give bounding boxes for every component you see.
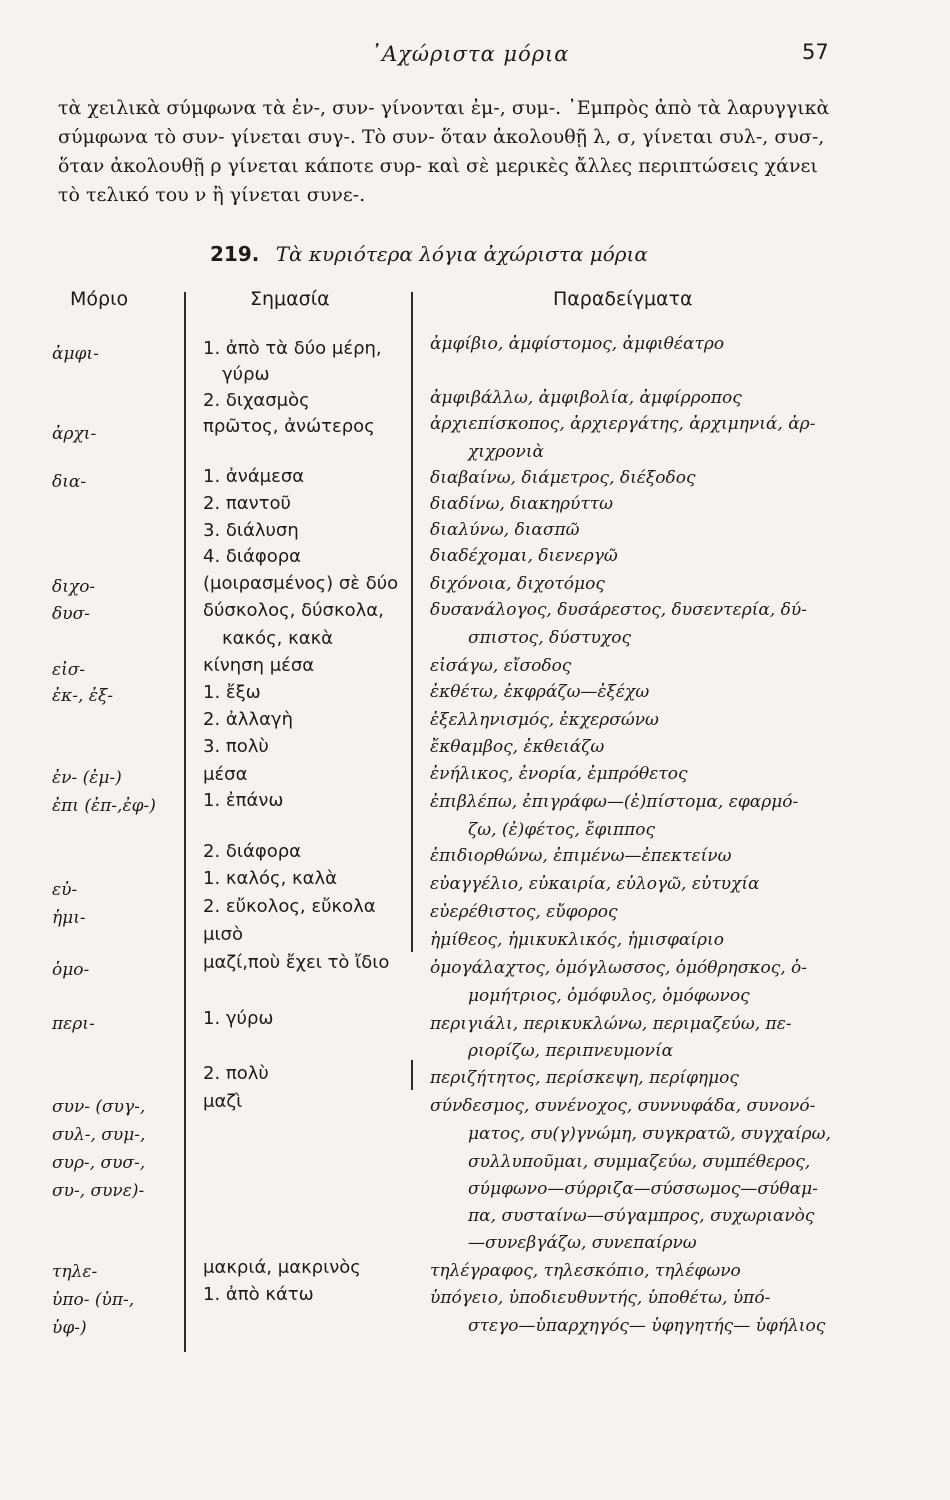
example-line: ὑπόγειο, ὑποδιευθυντής, ὑποθέτω, ὑπό-	[430, 1288, 771, 1308]
example-line: στεγο—ὑπαρχηγός— ὑφηγητής— ὑφήλιος	[468, 1316, 826, 1336]
meaning-cell: 3. διάλυση	[203, 520, 299, 541]
example-line: χιχρονιὰ	[468, 442, 544, 462]
example-line: διχόνοια, διχοτόμος	[430, 574, 605, 594]
column-divider	[184, 292, 186, 1352]
meaning-cell: πρῶτος, ἀνώτερος	[203, 416, 375, 437]
column-header-examples: Παραδείγματα	[553, 288, 693, 310]
example-line: εὐερέθιστος, εὔφορος	[430, 902, 618, 922]
morio-cell: τηλε-	[52, 1262, 98, 1282]
example-line: ἔκθαμβος, ἐκθειάζω	[430, 737, 605, 757]
meaning-cell: 2. ἀλλαγὴ	[203, 709, 293, 730]
meaning-cell: 2. παντοῦ	[203, 493, 291, 514]
example-line: σύνδεσμος, συνένοχος, συννυφάδα, συνονό-	[430, 1096, 816, 1116]
morio-cell: ἀμφι-	[52, 344, 99, 364]
meaning-cell: κίνηση μέσα	[203, 655, 315, 676]
morio-cell: ἀρχι-	[52, 424, 97, 444]
example-line: σύμφωνο—σύρριζα—σύσσωμος—σύθαμ-	[468, 1179, 818, 1199]
morio-cell: δια-	[52, 472, 87, 492]
morio-cell: ἐκ-, ἐξ-	[52, 686, 114, 706]
meaning-cell: (μοιρασμένος) σὲ δύο	[203, 573, 399, 594]
meaning-cell: 2. πολὺ	[203, 1063, 269, 1084]
meaning-cell: 1. ἀπὸ τὰ δύο μέρη,	[203, 338, 382, 359]
example-line: τηλέγραφος, τηλεσκόπιο, τηλέφωνο	[430, 1261, 741, 1281]
meaning-cell: 1. γύρω	[203, 1008, 274, 1029]
morio-cell: διχο-	[52, 577, 96, 597]
example-line: ἐπιδιορθώνω, ἐπιμένω—ἐπεκτείνω	[430, 846, 732, 866]
intro-paragraph	[58, 94, 848, 210]
example-line: περιγιάλι, περικυκλώνω, περιμαζεύω, πε-	[430, 1014, 792, 1034]
example-line: σπιστος, δύστυχος	[468, 628, 631, 648]
example-line: ἀμφίβιο, ἀμφίστομος, ἀμφιθέατρο	[430, 334, 725, 354]
meaning-cell: μαζὶ	[203, 1091, 243, 1112]
example-line: ζω, (ἐ)φέτος, ἔφιππος	[468, 820, 656, 840]
morio-cell: εἰσ-	[52, 660, 86, 680]
meaning-cell: μαζί,ποὺ ἔχει τὸ ἴδιο	[203, 952, 390, 973]
meaning-cell: 1. ἀνάμεσα	[203, 466, 305, 487]
morio-cell: ὁμο-	[52, 960, 90, 980]
meaning-cell: κακός, κακὰ	[222, 628, 334, 649]
meaning-cell: μακριά, μακρινὸς	[203, 1257, 361, 1278]
running-head: ᾿Αχώριστα μόρια	[370, 42, 570, 66]
example-line: διαβαίνω, διάμετρος, διέξοδος	[430, 468, 696, 488]
meaning-cell: 2. διχασμὸς	[203, 390, 310, 411]
example-line: εὐαγγέλιο, εὐκαιρία, εὐλογῶ, εὐτυχία	[430, 874, 760, 894]
meaning-cell: 1. ἀπὸ κάτω	[203, 1284, 314, 1305]
meaning-cell: δύσκολος, δύσκολα,	[203, 600, 384, 621]
page-number: 57	[802, 40, 829, 64]
example-line: ἀρχιεπίσκοπος, ἀρχιεργάτης, ἀρχιμηνιά, ἀρ-	[430, 414, 816, 434]
example-line: ἀμφιβάλλω, ἀμφιβολία, ἀμφίρροπος	[430, 388, 742, 408]
example-line: ὁμογάλαχτος, ὁμόγλωσσος, ὁμόθρησκος, ὁ-	[430, 958, 807, 978]
meaning-cell: γύρω	[222, 364, 270, 385]
example-line: μομήτριος, ὁμόφυλος, ὁμόφωνος	[468, 986, 750, 1006]
example-line: ριορίζω, περιπνευμονία	[468, 1041, 674, 1061]
example-line: ἐπιβλέπω, ἐπιγράφω—(ἐ)πίστομα, εφαρμό-	[430, 792, 799, 812]
morio-cell: περι-	[52, 1014, 95, 1034]
morio-cell: εὐ-	[52, 880, 78, 900]
section-number: 219.	[210, 242, 260, 266]
example-line: ἡμίθεος, ἡμικυκλικός, ἡμισφαίριο	[430, 930, 724, 950]
example-line: διαλύνω, διασπῶ	[430, 520, 580, 540]
section-title: Τὰ κυριότερα λόγια ἀχώριστα μόρια	[275, 242, 648, 266]
example-line: δυσανάλογος, δυσάρεστος, δυσεντερία, δύ-	[430, 600, 807, 620]
example-line: —συνεβγάζω, συνεπαίρνω	[468, 1233, 697, 1253]
example-line: ἐνήλικος, ἐνορία, ἐμπρόθετος	[430, 764, 688, 784]
column-header-morio: Μόριο	[70, 288, 129, 310]
morio-cell: ἐπι (ἐπ-,ἐφ-)	[52, 796, 156, 816]
meaning-cell: 2. διάφορα	[203, 841, 302, 862]
example-line: διαδέχομαι, διενεργῶ	[430, 546, 618, 566]
example-line: πα, συσταίνω—σύγαμπρος, συχωριανὸς	[468, 1206, 815, 1226]
meaning-cell: 4. διάφορα	[203, 546, 302, 567]
meaning-cell: 2. εὔκολος, εὔκολα	[203, 896, 376, 917]
morio-cell: συρ-, συσ-,	[52, 1153, 146, 1173]
morio-cell: συλ-, συμ-,	[52, 1125, 146, 1145]
column-header-meaning: Σημασία	[250, 288, 330, 310]
morio-cell: δυσ-	[52, 604, 90, 624]
example-line: περιζήτητος, περίσκεψη, περίφημος	[430, 1068, 739, 1088]
intro-line: σύμφωνα τὸ συν- γίνεται συγ-. Τὸ συν- ὅταν ἀκολουθῇ λ, σ, γίνεται συλ-, συσ-,	[58, 126, 825, 148]
meaning-cell: 1. καλός, καλὰ	[203, 868, 338, 889]
section-heading	[210, 242, 648, 266]
column-divider	[411, 1060, 413, 1090]
example-line: ἐξελληνισμός, ἐκχερσώνω	[430, 710, 659, 730]
example-line: ματος, συ(γ)γνώμη, συγκρατῶ, συγχαίρω,	[468, 1124, 831, 1144]
intro-line: ὅταν ἀκολουθῇ ρ γίνεται κάποτε συρ- καὶ σὲ μερικὲς ἄλλες περιπτώσεις χάνει	[58, 155, 818, 177]
column-divider	[411, 292, 413, 952]
meaning-cell: 3. πολὺ	[203, 736, 269, 757]
example-line: ἐκθέτω, ἐκφράζω—ἐξέχω	[430, 682, 650, 702]
meaning-cell: μισὸ	[203, 924, 243, 945]
meaning-cell: 1. ἐπάνω	[203, 790, 284, 811]
intro-line: τὸ τελικό του ν ἢ γίνεται συνε-.	[58, 184, 366, 206]
morio-cell: συν- (συγ-,	[52, 1097, 146, 1117]
morio-cell: ὑπο- (ὑπ-,	[52, 1290, 135, 1310]
example-line: συλλυποῦμαι, συμμαζεύω, συμπέθερος,	[468, 1152, 811, 1172]
intro-line: τὰ χειλικὰ σύμφωνα τὰ ἐν-, συν- γίνονται ἐμ-, συμ-. ᾿Εμπρὸς ἀπὸ τὰ λαρυγγικὰ	[58, 97, 830, 119]
meaning-cell: 1. ἔξω	[203, 682, 261, 703]
example-line: εἰσάγω, εἴσοδος	[430, 656, 572, 676]
morio-cell: συ-, συνε)-	[52, 1181, 145, 1201]
example-line: διαδίνω, διακηρύττω	[430, 494, 613, 514]
morio-cell: ἡμι-	[52, 908, 86, 928]
meaning-cell: μέσα	[203, 764, 248, 785]
morio-cell: ὑφ-)	[52, 1318, 87, 1338]
morio-cell: ἐν- (ἐμ-)	[52, 768, 122, 788]
